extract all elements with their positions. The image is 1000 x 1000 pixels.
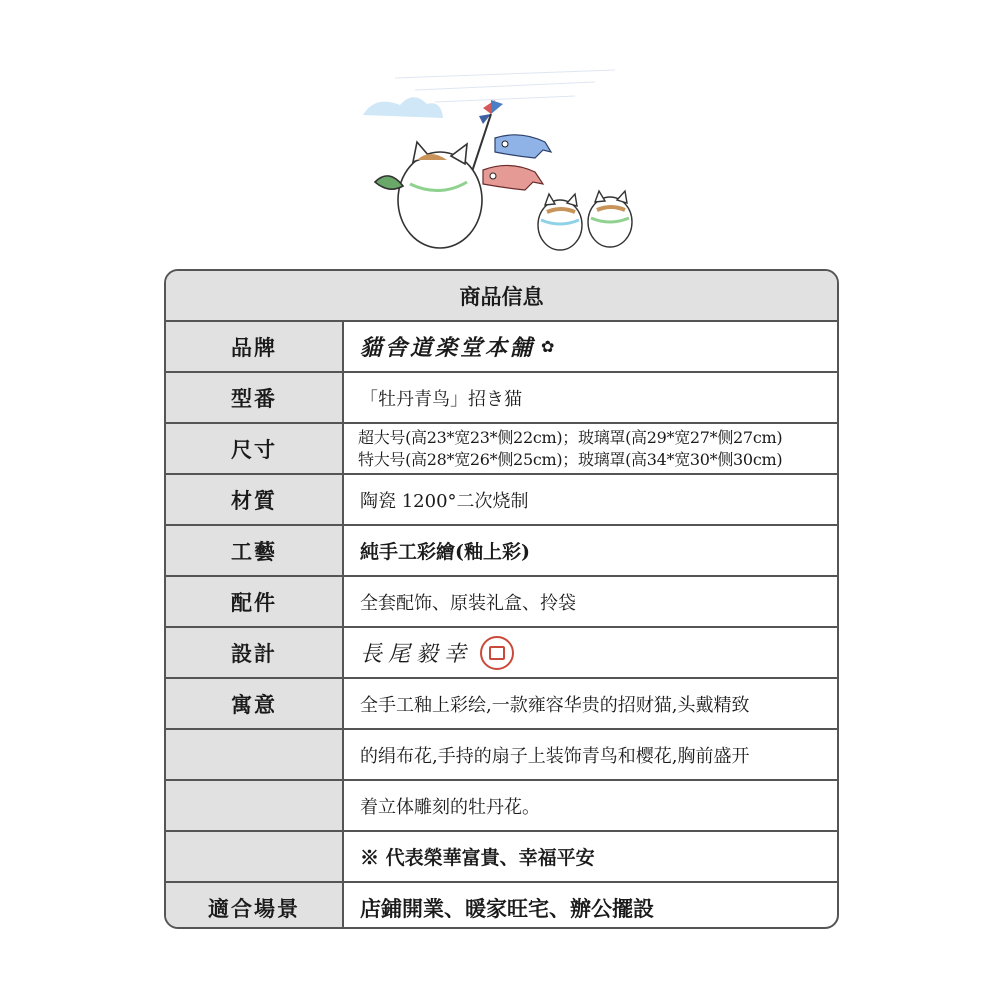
row-label-empty	[166, 781, 344, 830]
table-row-size	[166, 424, 837, 475]
paw-icon: ✿	[541, 337, 555, 356]
table-row-meaning-4	[166, 832, 837, 883]
table-title: 商品信息	[166, 271, 837, 322]
table-row-design	[166, 628, 837, 679]
size-line-2: 特大号(高28*宽26*侧25cm)；玻璃罩(高34*宽30*侧30cm)	[358, 449, 783, 469]
product-info-table	[164, 269, 839, 929]
row-value	[344, 322, 837, 371]
row-label-empty	[166, 832, 344, 881]
row-value: 陶瓷 1200°二次烧制	[360, 490, 529, 512]
table-row-parts	[166, 577, 837, 628]
brand-calligraphy: 貓舎道楽堂本舗	[360, 335, 536, 361]
row-label: 型番	[166, 373, 344, 422]
designer-signature: 長尾毅幸	[360, 642, 473, 667]
table-row-craft	[166, 526, 837, 577]
row-label: 適合場景	[166, 883, 344, 929]
red-seal-stamp	[480, 636, 514, 670]
row-value: 着立体雕刻的牡丹花。	[360, 796, 540, 818]
table-row-meaning	[166, 679, 837, 730]
table-row-brand	[166, 322, 837, 373]
row-value: 的绢布花,手持的扇子上装饰青鸟和樱花,胸前盛开	[360, 745, 750, 767]
row-value: 全手工釉上彩绘,一款雍容华贵的招财猫,头戴精致	[360, 694, 750, 716]
row-label: 材質	[166, 475, 344, 524]
cat-koinobori-illustration	[355, 60, 655, 265]
table-row-meaning-2	[166, 730, 837, 781]
table-row-material	[166, 475, 837, 526]
row-value: 店鋪開業、暖家旺宅、辦公擺設	[360, 895, 654, 921]
row-label: 工藝	[166, 526, 344, 575]
row-label: 設計	[166, 628, 344, 677]
row-label: 配件	[166, 577, 344, 626]
row-value: ※ 代表榮華富貴、幸福平安	[360, 847, 595, 869]
row-value: 純手工彩繪(釉上彩)	[360, 541, 530, 563]
table-row-meaning-3	[166, 781, 837, 832]
table-row-model	[166, 373, 837, 424]
size-line-1: 超大号(高23*宽23*侧22cm)；玻璃罩(高29*宽27*侧27cm)	[358, 427, 783, 447]
row-value	[344, 628, 837, 677]
row-label-empty	[166, 730, 344, 779]
table-row-scene	[166, 883, 837, 929]
row-value: 「牡丹青鸟」招き猫	[360, 388, 522, 410]
row-label: 尺寸	[166, 424, 344, 473]
row-value	[344, 424, 837, 473]
row-label: 品牌	[166, 322, 344, 371]
row-label: 寓意	[166, 679, 344, 728]
row-value: 全套配饰、原装礼盒、拎袋	[360, 592, 576, 614]
